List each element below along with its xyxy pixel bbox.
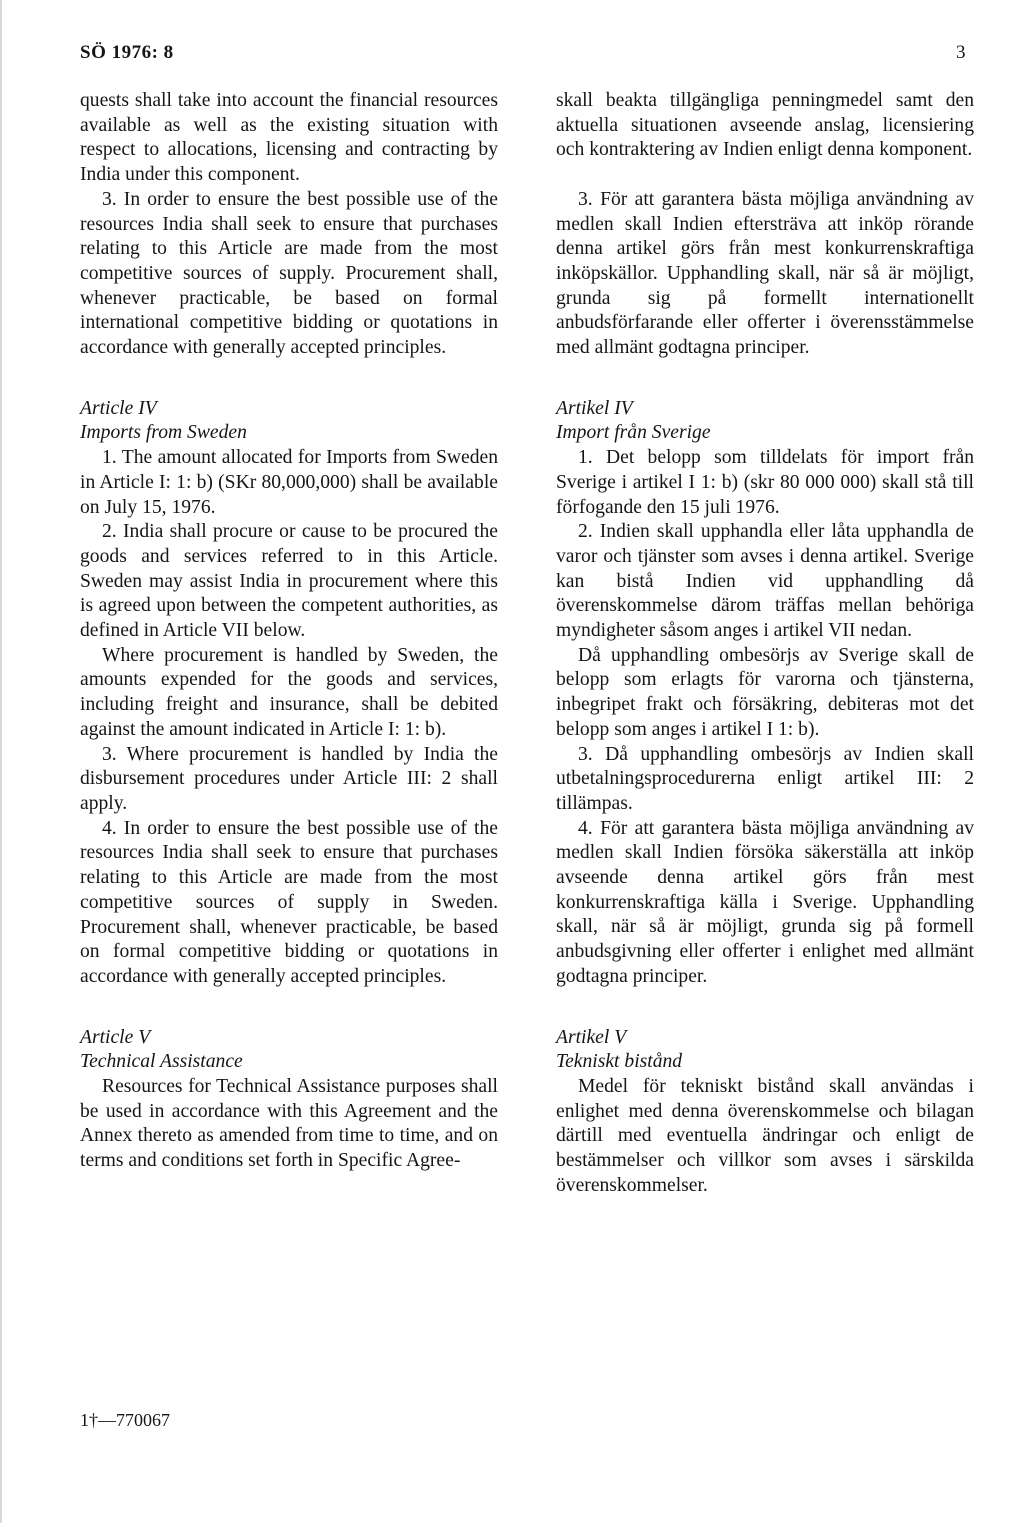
artikel-v-title: Artikel V (556, 1026, 627, 1048)
spacer (556, 163, 974, 188)
artikel-iv-paragraph-4: 4. För att garantera bästa möjliga användning av medlen skall Indien försöka säkerställa att inköp avseende denna artikel görs från mest konkurrenskraftiga källa i Sverige. Upphandling skall, när så är möjligt, grunda sig på formell anbudsgivning eller offerter i enlighet med allmänt godtagna principer. (556, 817, 974, 987)
print-code: 1†—770067 (80, 1410, 170, 1430)
paragraph-3: 3. För att garantera bästa möjliga användning av medlen skall Indien eftersträva att inköp rörande denna artikel görs från mest konkurrenskraftiga inköpskällor. Upphandling skall, när så är möjligt, grunda sig på formellt internationellt anbudsförfarande eller offerter i överensstämmelse med allmänt godtagna principer. (556, 188, 974, 359)
paragraph-intro: quests shall take into account the financial resources available as well as the existing situation with respect to allocations, licensing and contracting by India under this component. (80, 90, 498, 186)
artikel-v-subtitle: Tekniskt bistånd (556, 1051, 683, 1073)
spacer (556, 361, 974, 397)
article-iv-title: Article IV (80, 397, 157, 419)
page-number: 3 (956, 42, 966, 63)
spacer (80, 361, 498, 397)
spacer (556, 990, 974, 1026)
english-column (80, 89, 498, 1174)
article-iv-paragraph-1: 1. The amount allocated for Imports from Sweden in Article I: 1: b) (SKr 80,000,000) shall be available on July 15, 1976. (80, 447, 498, 518)
article-iv-paragraph-2: 2. India shall procure or cause to be procured the goods and services referred to in this Article. Sweden may assist India in procurement where this is agreed upon between the competent authorities, as defined in Article VII below. (80, 521, 498, 642)
artikel-iv-paragraph-1: 1. Det belopp som tilldelats för import från Sverige i artikel I 1: b) (skr 80 000 000) skall stå till förfogande den 15 juli 1976. (556, 447, 974, 518)
article-v-title: Article V (80, 1026, 151, 1048)
paragraph-3: 3. In order to ensure the best possible use of the resources India shall seek to ensure that purchases relating to this Article are made from the most competitive sources of supply. Procurement shall, whenever practicable, be based on formal international competitive bidding or quotations in accordance with generally accepted principles. (80, 188, 498, 359)
spacer (80, 990, 498, 1026)
artikel-iv-paragraph-2: 2. Indien skall upphandla eller låta upphandla de varor och tjänster som avses i denna artikel. Sverige kan bistå Indien vid upphandling då överenskommelse därom träffas mellan behöriga myndigheter såsom anges i artikel VII nedan. (556, 521, 974, 642)
article-v-paragraph-1: Resources for Technical Assistance purposes shall be used in accordance with this Agreement and the Annex thereto as amended from time to time, and on terms and conditions set forth in Specific Agree- (80, 1076, 498, 1172)
article-iv-paragraph-4: 4. In order to ensure the best possible use of the resources India shall seek to ensure that purchases relating to this Article are made from the most competitive sources of supply in Sweden. Procurement shall, whenever practicable, be based on formal competitive bidding or quotations in accordance with generally accepted principles. (80, 817, 498, 987)
artikel-iv-title: Artikel IV (556, 397, 633, 419)
paragraph-intro: skall beakta tillgängliga penningmedel samt den aktuella situationen avseende anslag, licensiering och kontraktering av Indien enligt denna komponent. (556, 90, 974, 161)
article-iv-subtitle: Imports from Sweden (80, 422, 247, 444)
document-reference: SÖ 1976: 8 (80, 42, 174, 63)
artikel-v-paragraph-1: Medel för tekniskt bistånd skall användas i enlighet med denna överenskommelse och bilagan därtill med eventuella ändringar och enligt de bestämmelser och villkor som avses i särskilda överenskommelser. (556, 1076, 974, 1196)
article-v-subtitle: Technical Assistance (80, 1051, 243, 1073)
swedish-column (556, 89, 974, 1199)
artikel-iv-paragraph-2b: Då upphandling ombesörjs av Sverige skall de belopp som erlagts för varorna och tjänsterna, inbegripet frakt och försäkring, debiteras mot det belopp som anges i artikel I 1: b). (556, 644, 974, 740)
artikel-iv-paragraph-3: 3. Då upphandling ombesörjs av Indien skall utbetalningsprocedurerna enligt artikel III: 2 tillämpas. (556, 743, 974, 814)
article-iv-paragraph-2b: Where procurement is handled by Sweden, the amounts expended for the goods and services, including freight and insurance, shall be debited against the amount indicated in Article I: 1: b). (80, 644, 498, 740)
artikel-iv-subtitle: Import från Sverige (556, 422, 711, 444)
article-iv-paragraph-3: 3. Where procurement is handled by India the disbursement procedures under Article III: 2 shall apply. (80, 743, 498, 814)
